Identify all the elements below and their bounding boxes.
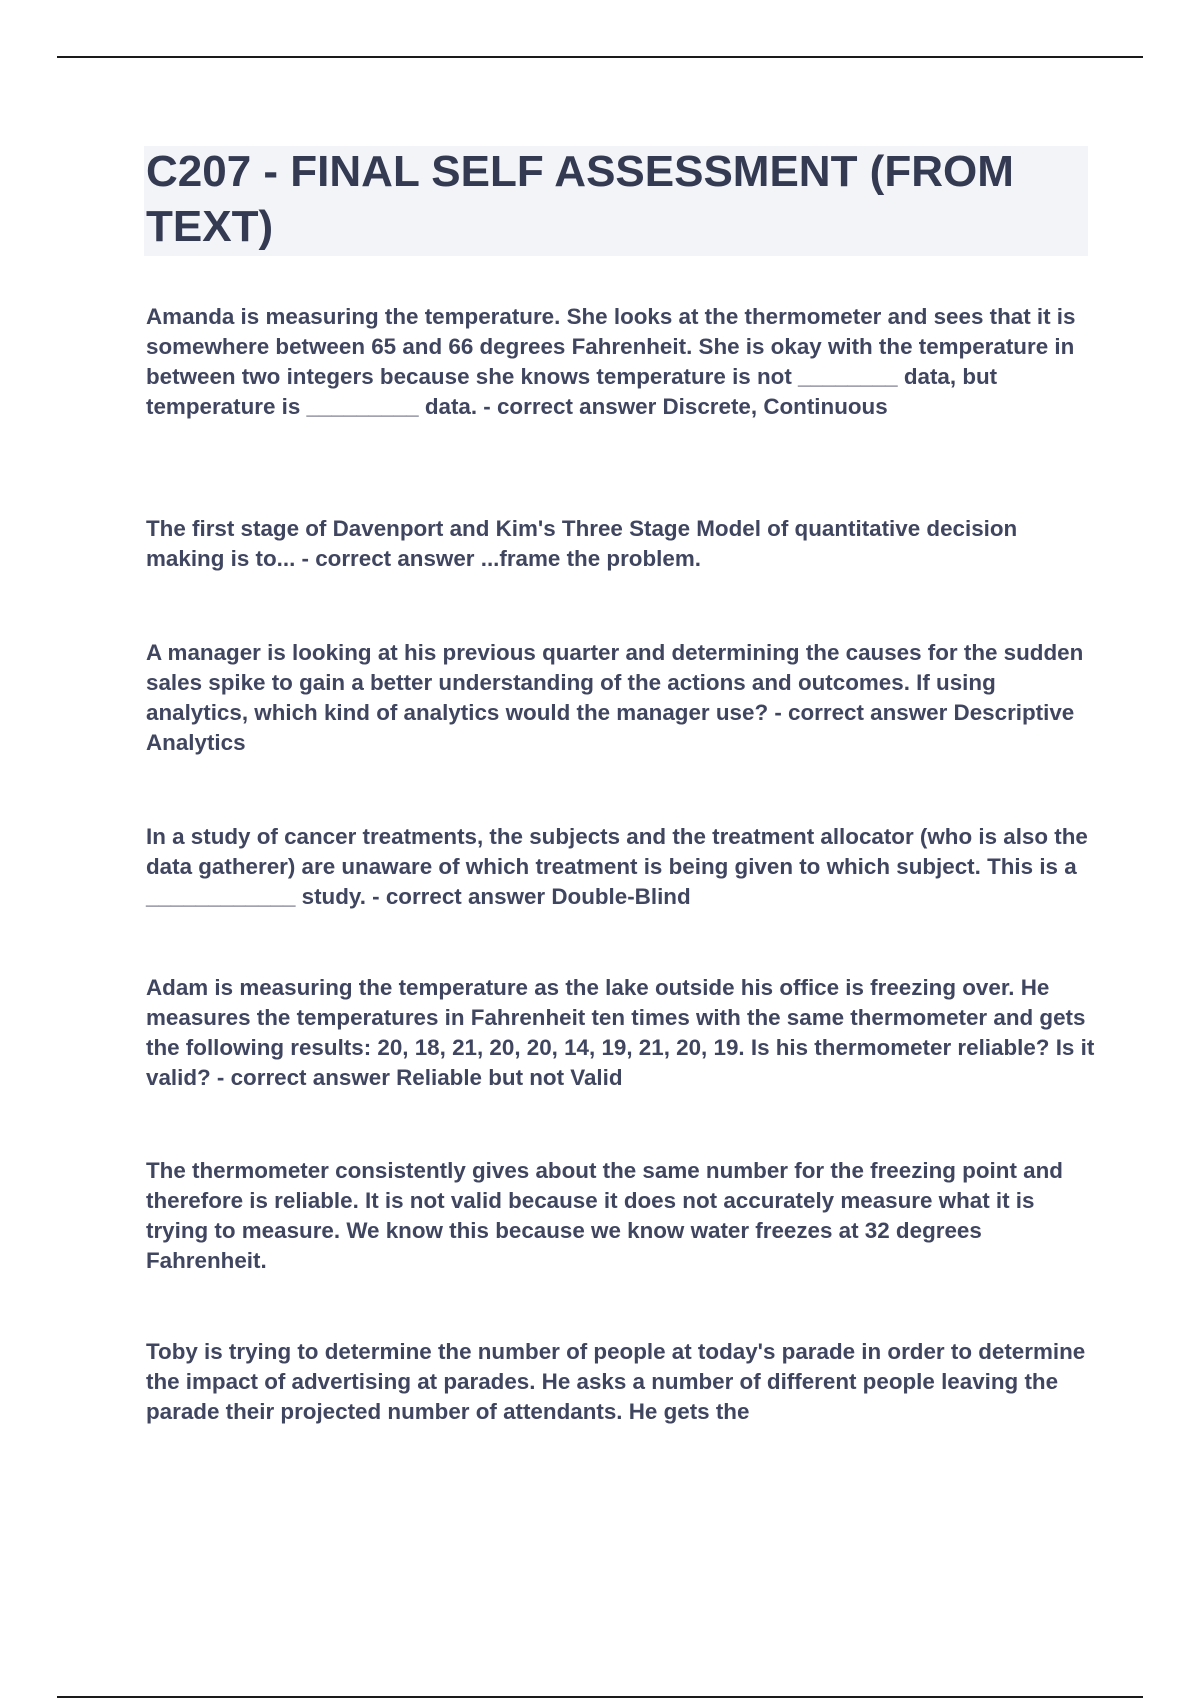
question-answer-item: Adam is measuring the temperature as the lake outside his office is freezing over. He measures the temperatures in Fahrenheit ten times with the same thermometer and gets the following results: 20, 18, 21, 20, 20, 14, 19, 21, 20, 19. Is his thermometer reliable? Is it valid? - correct answer Reliable but not Valid: [146, 975, 1095, 1090]
question-answer-item: In a study of cancer treatments, the subjects and the treatment allocator (who is also the data gatherer) are unaware of which treatment is being given to which subject. This is a ____________ study. - correct answer Double-Blind: [146, 824, 1088, 909]
question-answer-item: Toby is trying to determine the number of people at today's parade in order to determine the impact of advertising at parades. He asks a number of different people leaving the parade their projected number of attendants. He gets the: [146, 1339, 1086, 1424]
explanation-paragraph: The thermometer consistently gives about the same number for the freezing point and therefore is reliable. It is not valid because it does not accurately measure what it is trying to measure. We know this because we know water freezes at 32 degrees Fahrenheit.: [146, 1158, 1063, 1273]
question-answer-item: A manager is looking at his previous quarter and determining the causes for the sudden sales spike to gain a better understanding of the actions and outcomes. If using analytics, which kind of analytics would the manager use? - correct answer Descriptive Analytics: [146, 640, 1084, 755]
top-rule: [57, 56, 1143, 58]
bottom-rule: [57, 1696, 1143, 1698]
page-title: C207 - FINAL SELF ASSESSMENT (FROM TEXT): [146, 147, 1014, 251]
question-answer-item: Amanda is measuring the temperature. She looks at the thermometer and sees that it is somewhere between 65 and 66 degrees Fahrenheit. She is okay with the temperature in between two integers because she knows temperature is not ________ data, but temperature is _________ data. - correct answer Discrete, Continuous: [146, 304, 1076, 419]
question-answer-item: The first stage of Davenport and Kim's Three Stage Model of quantitative decision making is to... - correct answer ...frame the problem.: [146, 516, 1018, 571]
